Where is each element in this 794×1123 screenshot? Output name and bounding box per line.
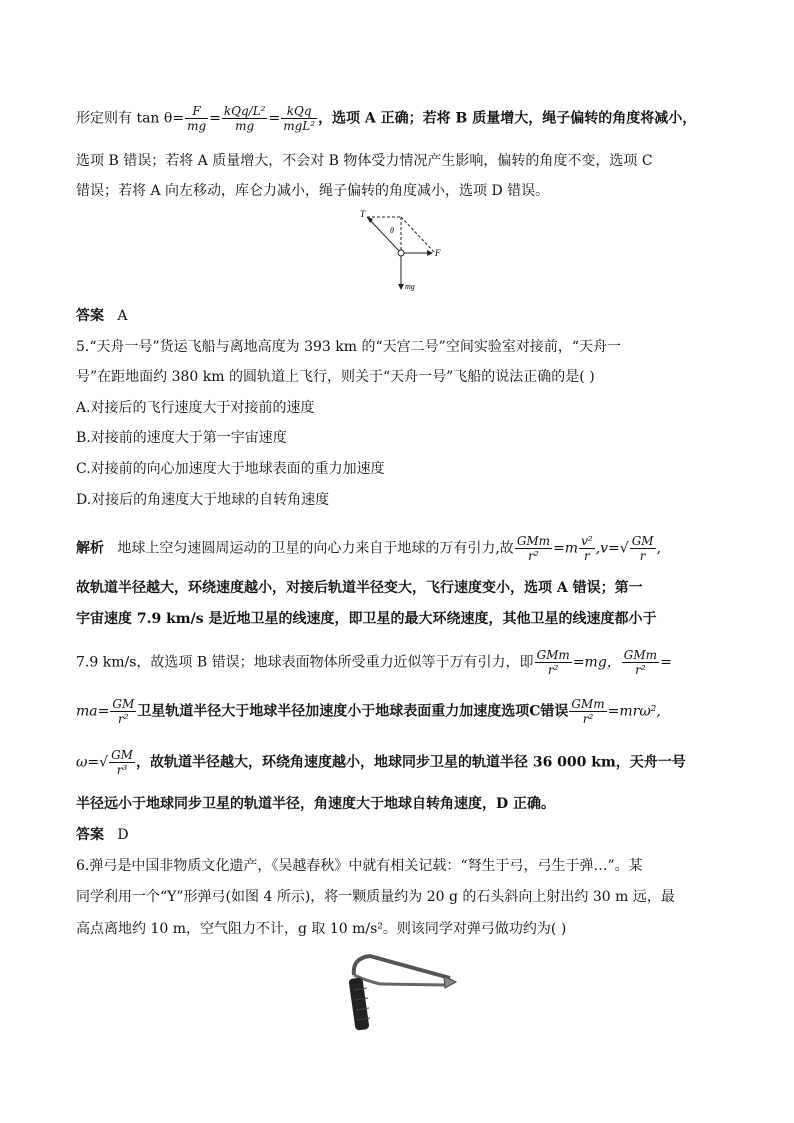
slingshot-frame — [354, 956, 450, 978]
answer-4: 答案 A — [76, 308, 128, 324]
analysis-line-5: ma= $\frac{GM}{\text{r²}}$ 卫星轨道半径大于地球半径加速度小于地球表面重力加速度选项C错误 $\frac{\text{GMm}}{\text{r²}}$ =mrω², — [76, 697, 661, 726]
diagonal-dashed-line — [401, 217, 435, 253]
analysis-label: 解析 — [76, 540, 104, 557]
q5-stem-line-1: 5.“天舟一号”货运飞船与离地高度为 393 km 的“天宫二号”空间实验室对接前，“天舟一 — [76, 339, 621, 355]
slingshot-image — [340, 950, 470, 1035]
text-segment: 形定则有 tan θ= — [76, 110, 185, 127]
analysis-line-4: 7.9 km/s，故选项 B 错误；地球表面物体所受重力近似等于万有引力，即 $\frac{\text{GMm}}{\text{r²}}$ =mg， $\frac{\text{GMm}}{\text{r²}}$ = — [76, 648, 672, 677]
fraction: $\frac{\text{kQq}}{\text{mgL²}}$ — [283, 104, 316, 133]
force-diagram — [355, 205, 455, 295]
q5-option-c: C.对接前的向心加速度大于地球表面的重力加速度 — [76, 461, 385, 477]
q6-line-3: 高点离地约 10 m，空气阻力不计，g 取 10 m/s²。则该同学对弹弓做功约为( ) — [76, 921, 567, 937]
analysis-line-7: 半径远小于地球同步卫星的轨道半径，角速度大于地球自转角速度，D 正确。 — [76, 796, 556, 812]
tension-arrow — [367, 217, 401, 253]
q5-option-b: B.对接前的速度大于第一宇宙速度 — [76, 430, 287, 446]
solution-line-1: 形定则有 tan θ= $\frac{F}{mg}$ = $\frac{\text{kQq/L²}}{mg}$ = $\frac{\text{kQq}}{\text{mgL²}}$ ，选项 A 正确；若将 B 质量增大，绳子偏转的角度将减小， — [76, 104, 697, 133]
solution-line-3: 错误；若将 A 向左移动，库仑力减小，绳子偏转的角度减小，选项 D 错误。 — [76, 183, 550, 199]
q5-stem-line-2: 号”在距地面约 380 km 的圆轨道上飞行，则关于“天舟一号”飞船的说法正确的是( ) — [76, 369, 595, 385]
label-mg: mg — [405, 282, 415, 291]
q6-line-1: 6.弹弓是中国非物质文化遗产，《吴越春秋》中就有相关记载：“弩生于弓，弓生于弹…”。某 — [76, 858, 643, 874]
q5-option-a: A.对接后的飞行速度大于对接前的速度 — [76, 400, 315, 416]
slingshot-band — [354, 975, 446, 985]
label-t: T — [360, 209, 366, 219]
analysis-line-1: 解析 地球上空匀速圆周运动的卫星的向心力来自于地球的万有引力,故 $\frac{\text{GMm}}{\text{r²}}$ =m $\frac{\text{v²}}{r}$ ,v=√ $\frac{GM}{r}$ , — [76, 534, 662, 563]
label-f: F — [435, 248, 441, 258]
fraction: $\frac{F}{mg}$ — [187, 104, 207, 133]
solution-line-2: 选项 B 错误；若将 A 质量增大，不会对 B 物体受力情况产生影响，偏转的角度不变，选项 C — [76, 153, 653, 169]
analysis-line-3: 宇宙速度 7.9 km/s 是近地卫星的线速度，即卫星的最大环绕速度，其他卫星的线速度都小于 — [76, 611, 657, 627]
label-theta: θ — [390, 226, 394, 235]
q5-option-d: D.对接后的角速度大于地球的自转角速度 — [76, 492, 330, 508]
text-segment: ，选项 A 正确；若将 B 质量增大，绳子偏转的角度将减小， — [318, 110, 697, 127]
analysis-line-2: 故轨道半径越大，环绕速度越小，对接后轨道半径变大，飞行速度变小，选项 A 错误；第一 — [76, 580, 643, 596]
slingshot-handle — [348, 977, 369, 1030]
analysis-line-6: ω=√ $\frac{GM}{\text{r³}}$ ，故轨道半径越大，环绕角速度越小，地球同步卫星的轨道半径 36 000 km，天舟一号 — [76, 748, 686, 777]
charge-ball — [398, 250, 404, 256]
answer-5: 答案 D — [76, 827, 129, 843]
q6-line-2: 同学利用一个“Y”形弹弓(如图 4 所示)，将一颗质量约为 20 g 的石头斜向上射出约 30 m 远，最 — [76, 889, 675, 905]
fraction: $\frac{\text{kQq/L²}}{mg}$ — [223, 104, 266, 133]
